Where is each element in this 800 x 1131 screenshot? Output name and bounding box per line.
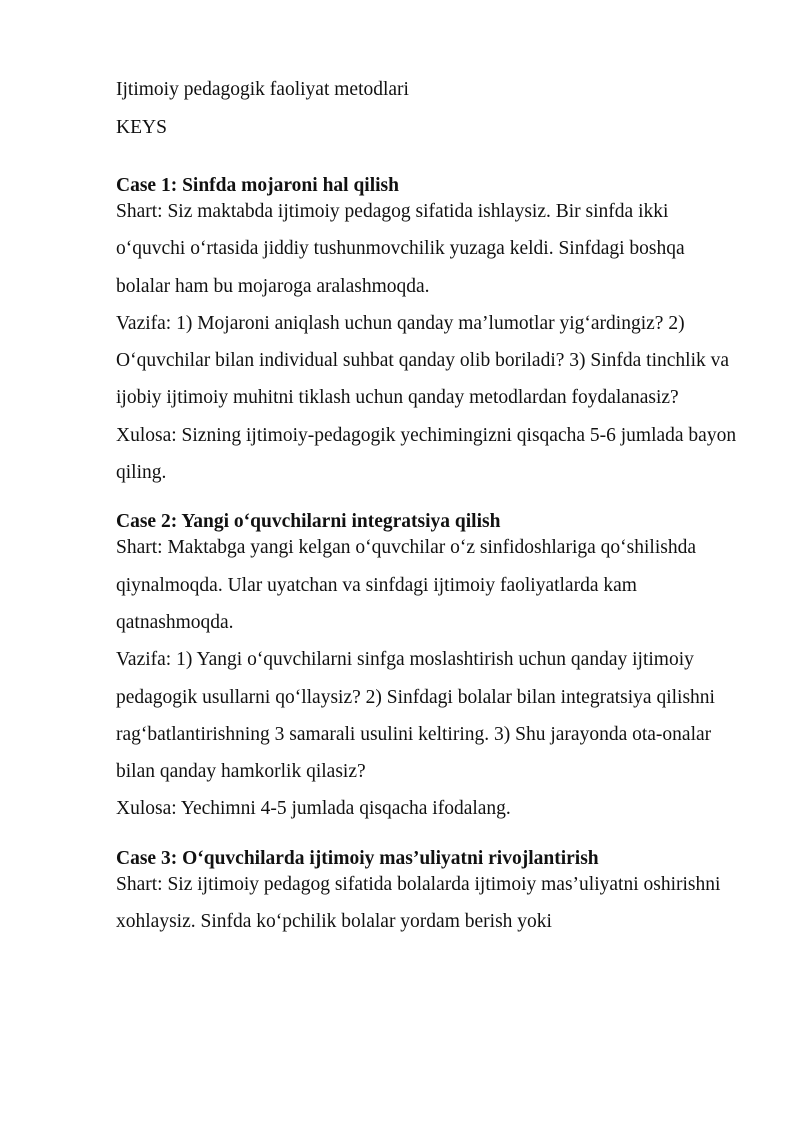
case-1-vazifa: Vazifa: 1) Mojaroni aniqlash uchun qanday ma’lumotlar yig‘ardingiz? 2) O‘quvchilar bilan individual suhbat qanday olib boriladi? 3) Sinfda tinchlik va ijobiy ijtimoiy muhitni tiklash uchun qanday metodlardan foydalanasiz?: [116, 312, 730, 409]
case-2-vazifa: Vazifa: 1) Yangi o‘quvchilarni sinfga moslashtirish uchun qanday ijtimoiy pedagogik usullarni qo‘llaysiz? 2) Sinfdagi bolalar bilan integratsiya qilishni rag‘batlantirishning 3 samarali usulini keltiring. 3) Shu jarayonda ota-onalar bilan qanday hamkorlik qilasiz?: [116, 649, 715, 783]
case-1-heading: Case 1: Sinfda mojaroni hal qilish: [116, 175, 399, 196]
case-1: [116, 174, 740, 491]
case-2-heading: Case 2: Yangi o‘quvchilarni integratsiya qilish: [116, 511, 501, 533]
document-subtitle: KEYS: [116, 117, 167, 138]
case-2: [116, 510, 740, 827]
case-2-xulosa: Xulosa: Yechimni 4-5 jumlada qisqacha ifodalang.: [116, 798, 511, 820]
document-title: Ijtimoiy pedagogik faoliyat metodlari: [116, 79, 409, 100]
case-3-heading: Case 3: O‘quvchilarda ijtimoiy mas’uliyatni rivojlantirish: [116, 847, 599, 869]
case-1-xulosa: Xulosa: Sizning ijtimoiy-pedagogik yechimingizni qisqacha 5-6 jumlada bayon qiling.: [116, 424, 737, 484]
case-3-shart: Shart: Siz ijtimoiy pedagog sifatida bolalarda ijtimoiy mas’uliyatni oshirishni xohlaysiz. Sinfda ko‘pchilik bolalar yordam berish yoki: [116, 873, 721, 933]
case-3: [116, 847, 740, 941]
case-1-shart: Shart: Siz maktabda ijtimoiy pedagog sifatida ishlaysiz. Bir sinfda ikki o‘quvchi o‘rtasida jiddiy tushunmovchilik yuzaga keldi. Sinfdagi boshqa bolalar ham bu mojaroga aralashmoqda.: [116, 201, 685, 297]
case-2-shart: Shart: Maktabga yangi kelgan o‘quvchilar o‘z sinfidoshlariga qo‘shilishda qiynalmoqda. Ular uyatchan va sinfdagi ijtimoiy faoliyatlarda kam qatnashmoqda.: [116, 537, 696, 633]
